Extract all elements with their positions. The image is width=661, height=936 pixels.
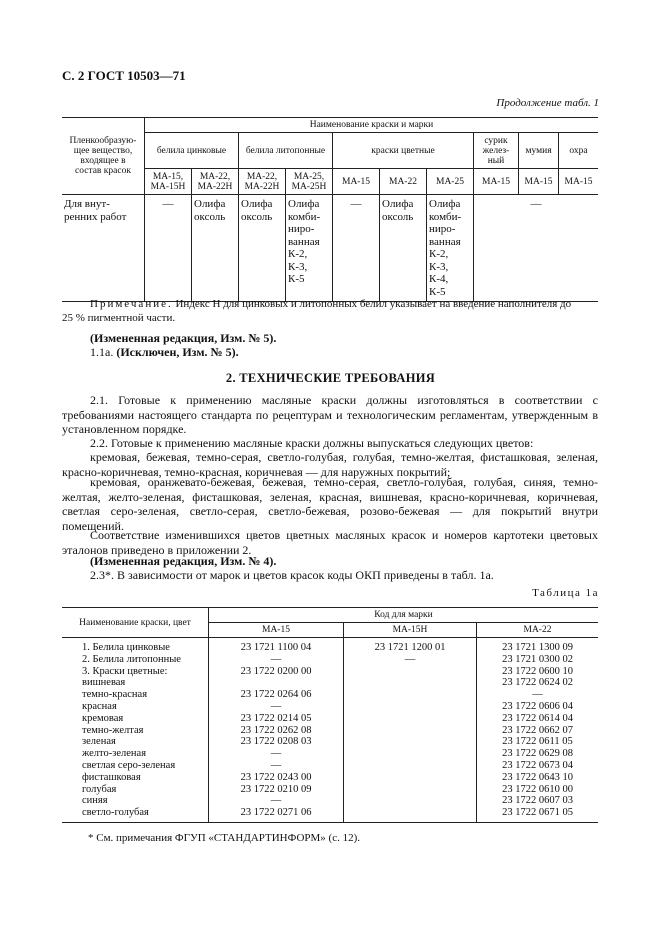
okp-code-cell <box>344 760 477 772</box>
col-header-paint-name: Наименование краски, цвет <box>62 608 209 638</box>
table-row <box>62 638 598 654</box>
okp-code-cell: 23 1722 0673 04 <box>477 760 599 772</box>
table-row <box>62 713 598 725</box>
code-header: Код для марки <box>209 608 599 623</box>
table-row <box>62 689 598 701</box>
col-header-film-former: Пленкообразую- щее вещество, входящее в состав красок <box>62 118 145 195</box>
okp-code-cell: — <box>209 795 344 807</box>
cell-dash: — <box>333 195 380 302</box>
table-1-continuation <box>62 117 598 302</box>
okp-code-cell: 23 1722 0243 00 <box>209 772 344 784</box>
okp-code-cell: 23 1722 0614 04 <box>477 713 599 725</box>
group-lithopone-white: белила литопонные <box>239 133 333 169</box>
table-row <box>62 772 598 784</box>
table-row <box>62 677 598 689</box>
table-row <box>62 807 598 822</box>
table-note: Примечание. Индекс Н для цинковых и литопонных белил указывает на введение наполнителя до <box>90 298 572 310</box>
okp-code-cell: 23 1722 0214 05 <box>209 713 344 725</box>
grade-cell: МА-15, МА-15Н <box>145 169 192 195</box>
paragraph-2-3: 2.3*. В зависимости от марок и цветов красок коды ОКП приведены в табл. 1а. <box>90 568 494 582</box>
okp-code-cell: 23 1721 0300 02 <box>477 654 599 666</box>
paint-name-cell: светло-голубая <box>62 807 209 822</box>
okp-code-cell: — <box>209 701 344 713</box>
paragraph-2-1: 2.1. Готовые к применению масляные краски должны изготовляться в соответствии с требованиями настоящего стандарта по рецептурам и технологическим регламентам, утвержденным в установленном порядке. <box>62 393 598 437</box>
paint-name-cell: кремовая <box>62 713 209 725</box>
paint-name-cell: 1. Белила цинковые <box>62 638 209 654</box>
table-row <box>62 760 598 772</box>
cell-dash: — <box>474 195 599 302</box>
okp-code-cell: 23 1722 0271 06 <box>209 807 344 822</box>
paint-name-cell: синяя <box>62 795 209 807</box>
okp-code-cell: 23 1722 0629 08 <box>477 748 599 760</box>
okp-code-cell <box>344 713 477 725</box>
grade-cell: МА-25 <box>427 169 474 195</box>
paint-name-cell: красная <box>62 701 209 713</box>
okp-code-cell: 23 1722 0264 06 <box>209 689 344 701</box>
paint-name-cell: 2. Белила литопонные <box>62 654 209 666</box>
grade-cell: МА-15 <box>519 169 559 195</box>
okp-code-cell: 23 1722 0600 10 <box>477 666 599 678</box>
okp-code-cell <box>344 677 477 689</box>
paint-name-cell: светлая серо-зеленая <box>62 760 209 772</box>
okp-code-cell: — <box>209 748 344 760</box>
cell-binder: Олифа оксоль <box>380 195 427 302</box>
okp-code-cell: 23 1722 0610 00 <box>477 784 599 796</box>
okp-code-cell: — <box>209 760 344 772</box>
group-header: Наименование краски и марки <box>145 118 599 133</box>
cell-binder: Олифа оксоль <box>192 195 239 302</box>
okp-code-cell <box>344 689 477 701</box>
okp-code-cell: 23 1722 0611 05 <box>477 736 599 748</box>
row-name-internal-works: Для внут- ренних работ <box>62 195 145 302</box>
group-iron-minium: сурик желез-ный <box>474 133 519 169</box>
grade-header: МА-15Н <box>344 623 477 638</box>
cell-dash: — <box>145 195 192 302</box>
okp-code-cell: 23 1722 0262 08 <box>209 725 344 737</box>
paragraph-2-2-appendix: Соответствие изменившихся цветов цветных масляных красок и номеров картотеки цветовых эталонов приведено в приложении 2. <box>62 528 598 557</box>
okp-code-cell <box>344 736 477 748</box>
table-row <box>62 795 598 807</box>
okp-code-cell: 23 1721 1100 04 <box>209 638 344 654</box>
table-row <box>62 701 598 713</box>
okp-code-cell: — <box>477 689 599 701</box>
grade-cell: МА-15 <box>474 169 519 195</box>
okp-code-cell <box>344 666 477 678</box>
paint-name-cell: 3. Краски цветные: <box>62 666 209 678</box>
paint-name-cell: вишневая <box>62 677 209 689</box>
okp-code-cell: 23 1722 0200 00 <box>209 666 344 678</box>
cell-binder: Олифа комби- ниро- ванная К-2, К-3, К-4, К-5 <box>427 195 474 302</box>
cell-binder: Олифа комби- ниро- ванная К-2, К-3, К-5 <box>286 195 333 302</box>
footnote: * См. примечания ФГУП «СТАНДАРТИНФОРМ» (с. 12). <box>88 832 360 844</box>
group-mumiya: мумия <box>519 133 559 169</box>
table-1a <box>62 607 598 823</box>
grade-cell: МА-22, МА-22Н <box>239 169 286 195</box>
table-row <box>62 784 598 796</box>
table-row <box>62 736 598 748</box>
table-note-cont: 25 % пигментной части. <box>62 312 176 324</box>
cell-binder: Олифа оксоль <box>239 195 286 302</box>
okp-code-cell: 23 1722 0662 07 <box>477 725 599 737</box>
paragraph-2-2-outdoor: кремовая, бежевая, темно-серая, светло-голубая, голубая, темно-желтая, фисташковая, зеленая, красно-коричневая, темно-красная, коричневая — для наружных покрытий; <box>62 450 598 479</box>
okp-code-cell: 23 1722 0624 02 <box>477 677 599 689</box>
grade-cell: МА-15 <box>333 169 380 195</box>
okp-code-cell: 23 1722 0607 03 <box>477 795 599 807</box>
table-1a-caption: Таблица 1а <box>532 587 599 599</box>
table-row <box>62 748 598 760</box>
okp-code-cell: 23 1722 0643 10 <box>477 772 599 784</box>
okp-code-cell: 23 1722 0671 05 <box>477 807 599 822</box>
paint-name-cell: темно-красная <box>62 689 209 701</box>
table-row <box>62 654 598 666</box>
grade-cell: МА-25, МА-25Н <box>286 169 333 195</box>
okp-code-cell: — <box>209 654 344 666</box>
okp-code-cell <box>209 677 344 689</box>
okp-code-cell: 23 1721 1200 01 <box>344 638 477 654</box>
group-ochre: охра <box>559 133 598 169</box>
paint-name-cell: темно-желтая <box>62 725 209 737</box>
okp-code-cell: 23 1722 0208 03 <box>209 736 344 748</box>
okp-code-cell: 23 1722 0210 09 <box>209 784 344 796</box>
okp-code-cell <box>344 725 477 737</box>
okp-code-cell <box>344 784 477 796</box>
okp-code-cell <box>344 795 477 807</box>
okp-code-cell <box>344 807 477 822</box>
paint-name-cell: фисташковая <box>62 772 209 784</box>
edit-note-1: (Измененная редакция, Изм. № 5). <box>90 331 277 345</box>
okp-code-cell <box>344 701 477 713</box>
paint-name-cell: голубая <box>62 784 209 796</box>
okp-code-cell: — <box>344 654 477 666</box>
grade-header: МА-15 <box>209 623 344 638</box>
item-1-1a: 1.1а. (Исключен, Изм. № 5). <box>90 345 239 359</box>
paragraph-2-2-indoor: кремовая, оранжевато-бежевая, бежевая, темно-серая, светло-голубая, голубая, синяя, темно-желтая, желто-зеленая, фисташковая, зеленая, красная, вишневая, красно-коричневая, коричневая, светлая серо-зеленая, светло-серая, светло-бежевая, розово-бежевая — для покрытий внутри помещений. <box>62 475 598 533</box>
okp-code-cell <box>344 772 477 784</box>
page-header: С. 2 ГОСТ 10503—71 <box>62 68 186 83</box>
table-row <box>62 666 598 678</box>
okp-code-cell: 23 1722 0606 04 <box>477 701 599 713</box>
table-continuation-label: Продолжение табл. 1 <box>496 97 599 109</box>
grade-header: МА-22 <box>477 623 599 638</box>
grade-cell: МА-15 <box>559 169 598 195</box>
group-colored-paints: краски цветные <box>333 133 474 169</box>
grade-cell: МА-22 <box>380 169 427 195</box>
paragraph-2-2: 2.2. Готовые к применению масляные краски должны выпускаться следующих цветов: <box>90 436 534 450</box>
grade-cell: МА-22, МА-22Н <box>192 169 239 195</box>
paint-name-cell: зеленая <box>62 736 209 748</box>
okp-code-cell <box>344 748 477 760</box>
paint-name-cell: желто-зеленая <box>62 748 209 760</box>
group-zinc-white: белила цинковые <box>145 133 239 169</box>
section-title: 2. ТЕХНИЧЕСКИЕ ТРЕБОВАНИЯ <box>225 371 436 385</box>
edit-note-2: (Измененная редакция, Изм. № 4). <box>90 554 277 568</box>
table-row <box>62 725 598 737</box>
okp-code-cell: 23 1721 1300 09 <box>477 638 599 654</box>
